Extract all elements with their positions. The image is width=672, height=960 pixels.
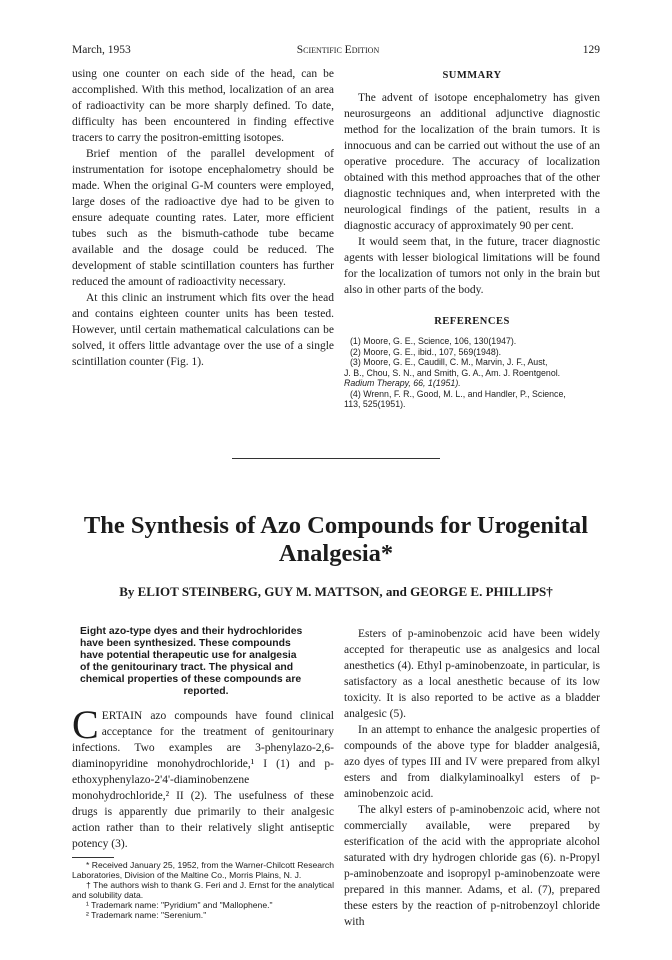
article-introduction (72, 702, 334, 852)
summary-section (344, 90, 600, 298)
previous-article-left-column (72, 66, 334, 370)
reference-line: (3) Moore, G. E., Caudill, C. M., Marvin, J. F., Aust, (350, 357, 548, 367)
footnote: * Received January 25, 1952, from the Warner-Chilcott Research Laboratories, Division of the Maltine Co., Morris Plains, N. J. (72, 860, 334, 880)
section-divider (232, 458, 440, 459)
paragraph: At this clinic an instrument which fits over the head and contains eighteen counter units has been tested. However, until certain mathematical calculations can be solved, it offers little advantage over the use of a single scintillation counter (Fig. 1). (72, 292, 334, 368)
paragraph: The alkyl esters of p-aminobenzoic acid, where not commercially available, were prepared by esterification of the acid with the appropriate alcohol saturated with dry hydrogen chloride gas (6). n-Propyl p-aminobenzoate and isopropyl p-aminobenzoate were prepared in this manner. Adams, et al. (7), prepared these esters by the reaction of p-nitrobenzoyl chloride with (344, 804, 600, 928)
footnotes (72, 860, 334, 920)
running-header-journal: Scientific Edition (296, 44, 380, 56)
summary-heading: SUMMARY (442, 70, 502, 81)
references-heading: REFERENCES (434, 316, 510, 327)
paragraph: using one counter on each side of the head, can be accomplished. With this method, localization of an area of radioactivity can be more sharply defined. To date, difficulty has been encountered in finding effective tracers to carry the positron-emitting isotopes. (72, 68, 334, 144)
footnote: ² Trademark name: "Serenium." (86, 910, 207, 920)
title-line: Analgesia* (278, 540, 394, 567)
footnote-rule (72, 857, 114, 858)
title-line: The Synthesis of Azo Compounds for Urogenital (83, 512, 589, 539)
intro-text: ERTAIN azo compounds have found clinical acceptance for the treatment of genitourinary infections. Two examples are 3-phenylazo-2,6-diaminopyridine monohydrochloride,¹ I (1) and p-ethoxyphenylazo-2'4'-diaminobenzene monohydrochloride,² II (2). The usefulness of these drugs is apparently due primarily to their analgesic action rather than to their relatively slight antiseptic potency (3). (72, 710, 334, 850)
reference-line: 113, 525(1951). (344, 399, 406, 409)
page-number: 129 (582, 44, 600, 56)
paragraph: In an attempt to enhance the analgesic properties of compounds of the above type for bladder analgesiâ, azo dyes of types III and IV were prepared from alkyl esters and from dialkylaminoalkyl esters of p-aminobenzoic acid. (344, 724, 600, 800)
abstract-line: have been synthesized. These compounds (80, 638, 291, 649)
abstract-line: of the genitourinary tract. The physical and (80, 662, 294, 673)
references-list (344, 336, 600, 410)
article-title (40, 512, 632, 568)
abstract-line: reported. (183, 686, 229, 697)
paragraph: It would seem that, in the future, tracer diagnostic agents with lesser biological limitations will be found for the localization of tumors not only in the brain but also in other parts of the body. (344, 236, 600, 296)
reference-line: Radium Therapy, 66, 1(1951). (344, 378, 461, 388)
footnote: ¹ Trademark name: "Pyridium" and "Mallophene." (86, 900, 273, 910)
paragraph: Esters of p-aminobenzoic acid have been widely accepted for therapeutic use as analgesics and local anesthetics (4). Ethyl p-aminobenzoate, in particular, is satisfactory as a local anesthetic because of its low toxicity. It is also reported to be active as a bladder analgesic (5). (344, 628, 600, 720)
reference-line: (1) Moore, G. E., Science, 106, 130(1947). (350, 336, 517, 346)
paragraph: Brief mention of the parallel development of instrumentation for isotope encephalometry should be made. When the original G-M counters were employed, large doses of the radioactive dye had to be given to ensure adequate counting rates. Later, more efficient tubes such as the bismuth-cathode tube became available and the dosage could be reduced. The development of stable scintillation counters has further reduced the amount of radioactivity necessary. (72, 148, 334, 288)
article-right-column (344, 626, 600, 930)
abstract-line: have potential therapeutic use for analgesia (80, 650, 297, 661)
drop-cap: C (72, 702, 99, 747)
reference-line: (4) Wrenn, F. R., Good, M. L., and Handler, P., Science, (350, 388, 566, 399)
footnote: † The authors wish to thank G. Feri and J. Ernst for the analytical and solubility data. (72, 880, 334, 900)
reference-line: J. B., Chou, S. N., and Smith, G. A., Am. J. Roentgenol. (344, 367, 561, 378)
running-header-date: March, 1953 (72, 44, 131, 56)
abstract-line: chemical properties of these compounds are (80, 674, 302, 685)
abstract-line: Eight azo-type dyes and their hydrochlorides (80, 626, 303, 637)
reference-line: (2) Moore, G. E., ibid., 107, 569(1948). (350, 346, 502, 357)
paragraph: The advent of isotope encephalometry has given neurosurgeons an additional adjunctive diagnostic method for the localization of the brain tumors. It is innocuous and can be carried out without the use of an operative procedure. The accuracy of localization obtained with this method approaches that of the other diagnostic techniques and, when interpreted with the neurological findings of the patient, results in a diagnostic accuracy of approximately 90 per cent. (344, 92, 600, 232)
author-byline: By ELIOT STEINBERG, GUY M. MATTSON, and GEORGE E. PHILLIPS† (119, 584, 553, 599)
article-abstract (80, 626, 332, 698)
